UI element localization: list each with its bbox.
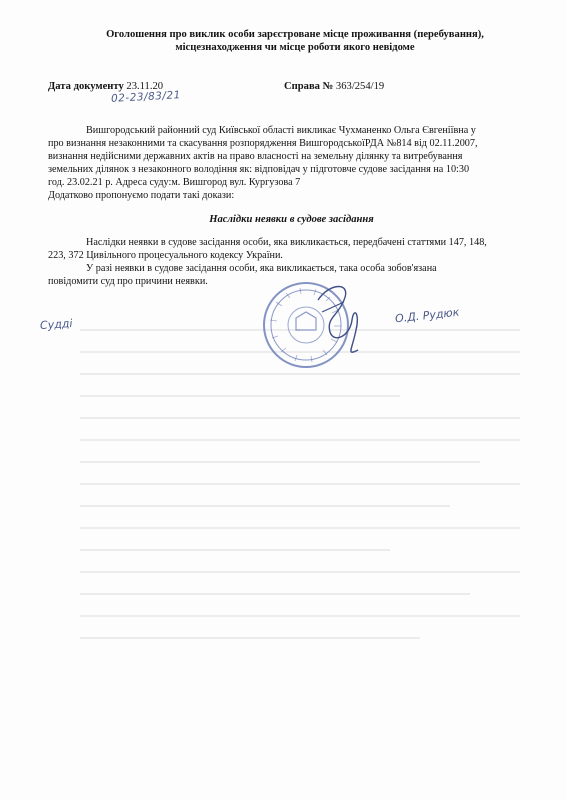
consequences-line: повідомити суд про причини неявки. (48, 276, 208, 287)
handwritten-registration-number: 02-23/83/21 (110, 89, 182, 105)
date-label: Дата документу (48, 81, 124, 92)
title-line-2: місцезнаходження чи місце роботи якого невідоме (175, 42, 415, 53)
case-label: Справа № (284, 81, 334, 92)
paragraph-line: земельних ділянок з незаконного володіння як: відповідач у підготовче судове засідання на 10:30 (48, 164, 470, 175)
case-value: 363/254/19 (335, 81, 385, 92)
paragraph-line: визнання недійсними державних актів на право власності на земельну ділянку та витребування (48, 151, 463, 162)
consequences-line: У разі неявки в судове засідання особи, яка викликається, така особа зобов'язана (86, 263, 437, 274)
consequences-line: Наслідки неявки в судове засідання особи, яка викликається, передбачені статтями 147, 148, (86, 237, 487, 248)
paragraph-line: про визнання незаконними та скасування розпорядження ВишгородськоїРДА №814 від 02.11.2007, (48, 138, 478, 149)
consequences-line: 223, 372 Цивільного процесуального кодексу України. (48, 250, 283, 261)
date-value: 23.11.20 (126, 81, 164, 92)
paragraph-line: год. 23.02.21 р. Адреса суду:м. Вишгород вул. Кургузова 7 (48, 177, 301, 188)
signature-right-handwritten: О.Д. Рудюк (394, 305, 460, 326)
signature-left-handwritten: Судді (39, 316, 73, 333)
additional-evidence-line: Додатково пропонуємо подати такі докази: (48, 190, 235, 201)
paragraph-line: Вишгородський районний суд Київської області викликає Чухманенко Ольга Євгеніївна у (86, 125, 476, 136)
title-line-1: Оголошення про виклик особи зарєстроване місце проживання (перебування), (106, 29, 484, 40)
consequences-heading: Наслідки неявки в судове засідання (209, 214, 374, 225)
